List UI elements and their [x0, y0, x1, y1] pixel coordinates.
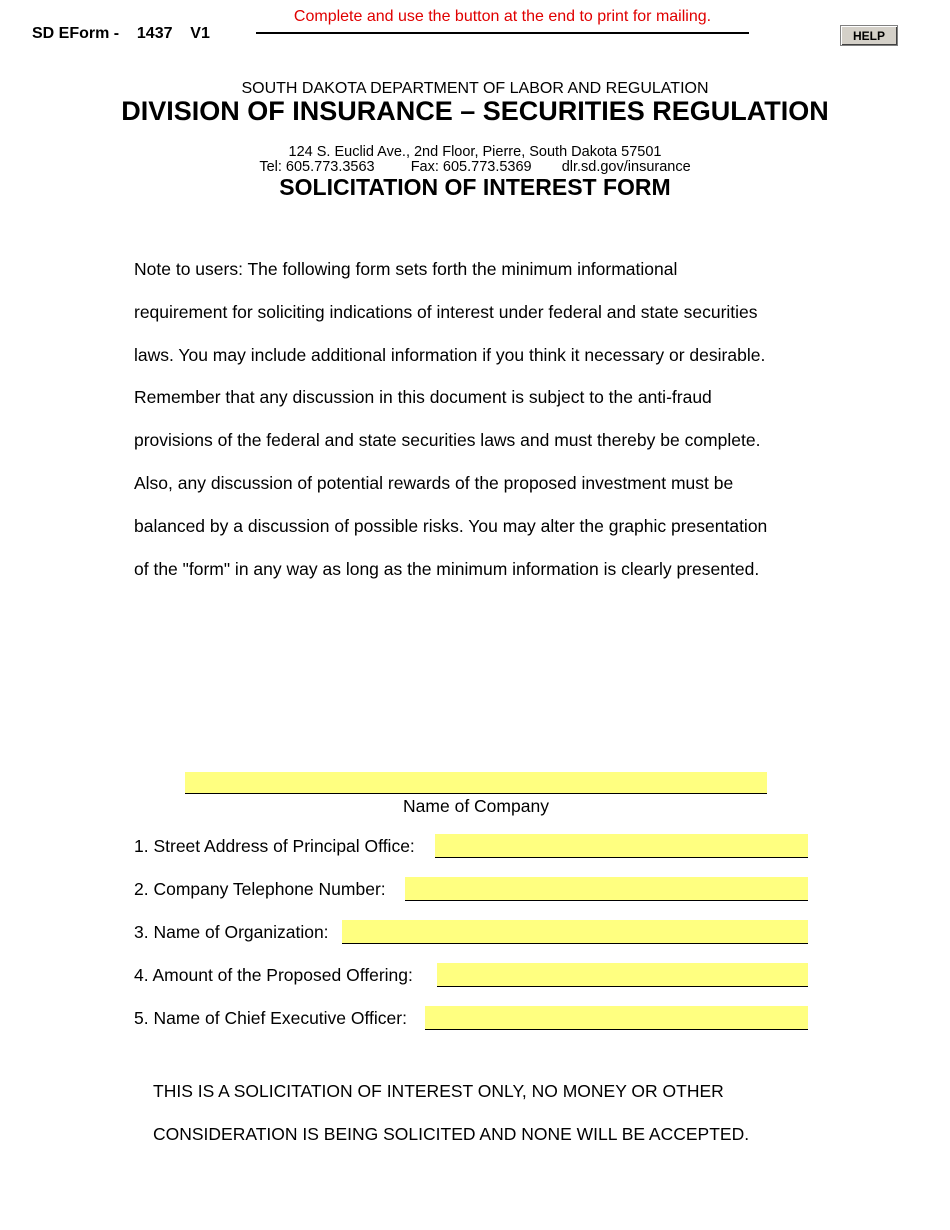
field-row-street-address	[134, 836, 415, 857]
disclaimer	[153, 1070, 749, 1156]
note-line: Note to users: The following form sets forth the minimum informational	[134, 259, 678, 279]
note-line: provisions of the federal and state securities laws and must thereby be complete.	[134, 430, 761, 451]
telephone-input[interactable]	[405, 877, 808, 901]
field-row-organization	[134, 922, 329, 943]
company-name-input[interactable]	[185, 772, 767, 794]
field-row-ceo	[134, 1008, 407, 1029]
note-line: Also, any discussion of potential rewards of the proposed investment must be	[134, 472, 734, 493]
note-line: laws. You may include additional information if you think it necessary or desirable.	[134, 344, 766, 365]
offering-amount-input[interactable]	[437, 963, 808, 987]
division-title: DIVISION OF INSURANCE – SECURITIES REGULATION	[121, 96, 829, 126]
form-title: SOLICITATION OF INTEREST FORM	[279, 174, 671, 200]
organization-input[interactable]	[342, 920, 808, 944]
agency-tel: Tel: 605.773.3563	[259, 159, 375, 175]
department-name: SOUTH DAKOTA DEPARTMENT OF LABOR AND REGULATION	[241, 80, 709, 97]
form-id: SD EForm - 1437 V1	[32, 25, 210, 42]
field-row-offering-amount	[134, 965, 413, 986]
note-line: Remember that any discussion in this document is subject to the anti-fraud	[134, 387, 712, 408]
note-line: of the "form" in any way as long as the minimum information is clearly presented.	[134, 558, 760, 579]
help-button[interactable]: HELP	[840, 25, 898, 46]
note-to-users	[134, 248, 824, 590]
print-instruction-text: Complete and use the button at the end to print for mailing.	[293, 8, 712, 25]
disclaimer-line: THIS IS A SOLICITATION OF INTEREST ONLY, NO MONEY OR OTHER	[153, 1081, 724, 1101]
note-line: requirement for soliciting indications of interest under federal and state securities	[134, 301, 758, 322]
agency-address: 124 S. Euclid Ave., 2nd Floor, Pierre, South Dakota 57501	[288, 144, 662, 160]
telephone-label: 2. Company Telephone Number:	[134, 879, 386, 899]
offering-amount-label: 4. Amount of the Proposed Offering:	[134, 965, 413, 985]
agency-contact	[0, 159, 950, 175]
note-line: balanced by a discussion of possible risks. You may alter the graphic presentation	[134, 515, 768, 536]
disclaimer-line: CONSIDERATION IS BEING SOLICITED AND NONE WILL BE ACCEPTED.	[153, 1124, 750, 1144]
ceo-label: 5. Name of Chief Executive Officer:	[134, 1008, 407, 1028]
print-instruction	[256, 8, 749, 34]
field-row-telephone	[134, 879, 386, 900]
agency-web: dlr.sd.gov/insurance	[561, 159, 691, 175]
organization-label: 3. Name of Organization:	[134, 922, 329, 942]
street-address-label: 1. Street Address of Principal Office:	[134, 836, 415, 856]
agency-fax: Fax: 605.773.5369	[410, 159, 532, 175]
ceo-input[interactable]	[425, 1006, 808, 1030]
street-address-input[interactable]	[435, 834, 808, 858]
company-name-label: Name of Company	[403, 796, 549, 816]
